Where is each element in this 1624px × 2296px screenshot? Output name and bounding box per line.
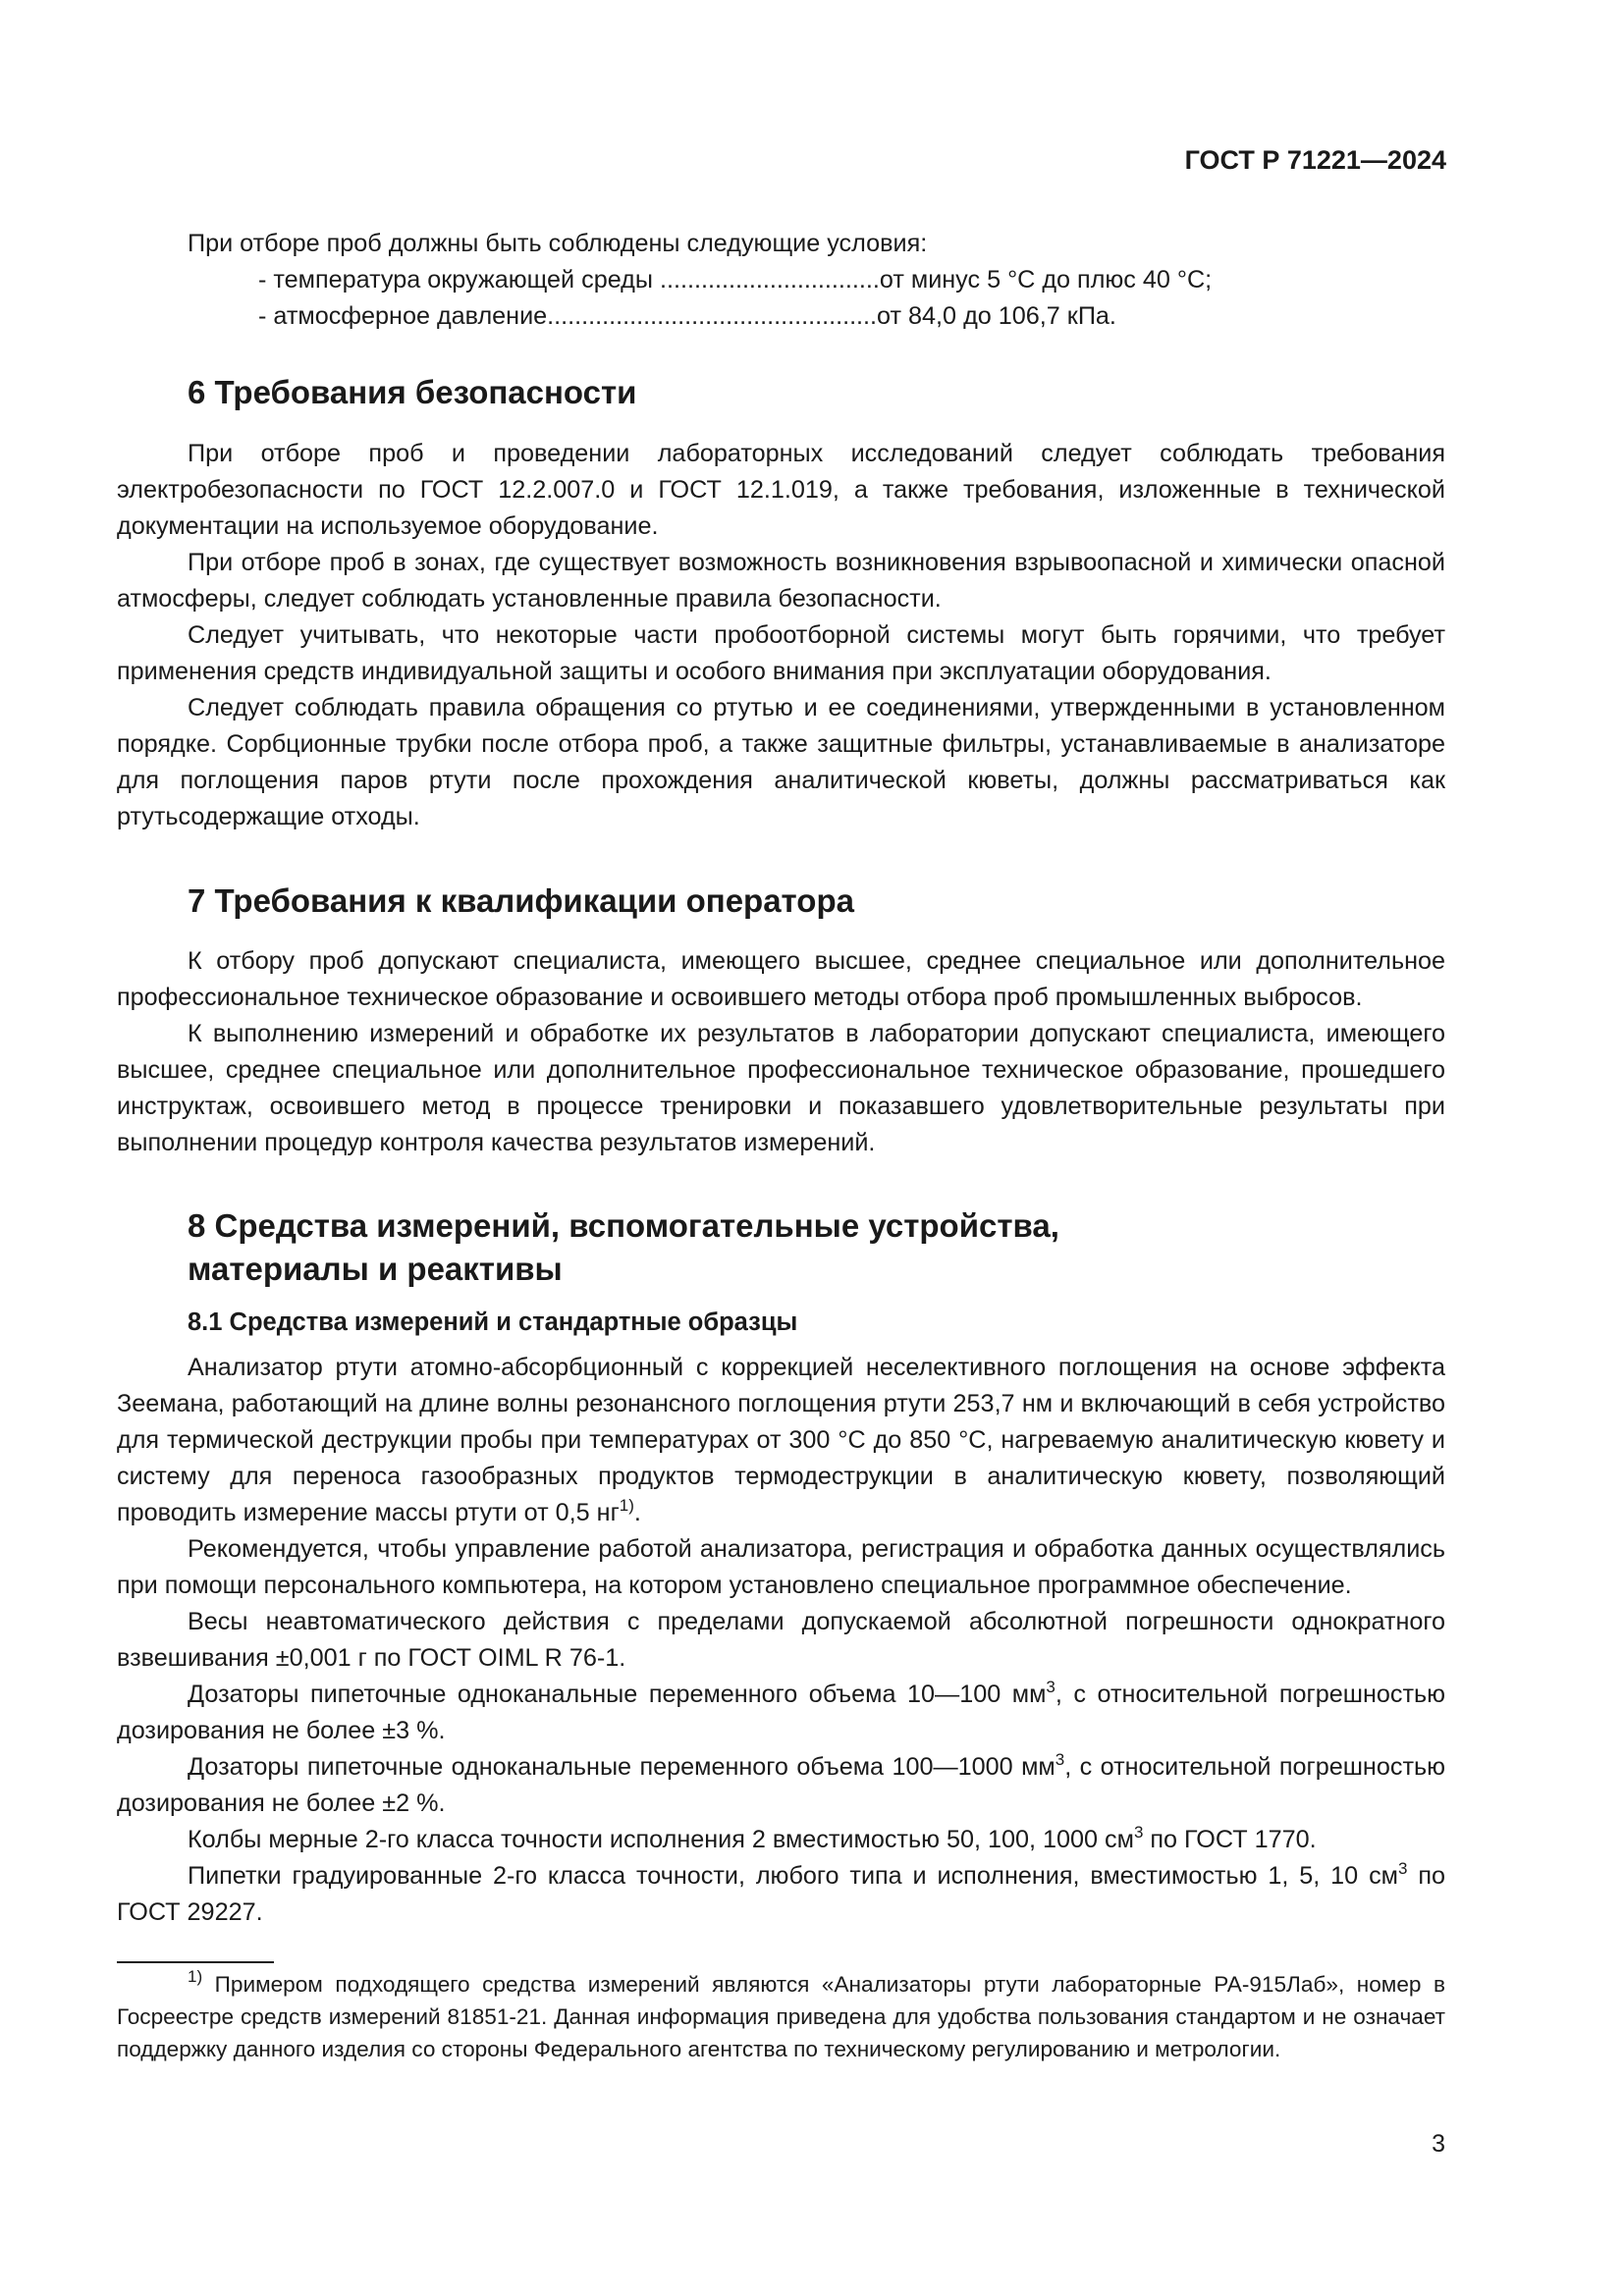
section-6-paragraph: Следует соблюдать правила обращения со ртутью и ее соединениями, утвержденными в установленном порядке. Сорбционные трубки после отбора проб, а также защитные фильтры, устанавливаемые в анализаторе для поглощения паров ртути после прохождения аналитической кюветы, должны рассматриваться как ртутьсодержащие отходы.: [117, 694, 1445, 830]
pipettes-paragraph: [117, 1858, 1445, 1931]
conditions-lead: При отборе проб должны быть соблюдены следующие условия:: [188, 230, 928, 257]
sampling-conditions: [117, 226, 1445, 335]
dispenser-10-100-text-end: , с относительной погрешностью дозирования не более ±3 %.: [117, 1681, 1446, 1744]
cube-superscript: 3: [1133, 1823, 1144, 1842]
section-6-paragraph: Следует учитывать, что некоторые части пробоотборной системы могут быть горячими, что требует применения средств индивидуальной защиты и особого внимания при эксплуатации оборудования.: [117, 621, 1445, 685]
section-6-paragraph: При отборе проб в зонах, где существует возможность возникновения взрывоопасной и химически опасной атмосферы, следует соблюдать установленные правила безопасности.: [117, 549, 1445, 613]
footnote-mark: 1): [188, 1967, 203, 1986]
cube-superscript: 3: [1055, 1750, 1065, 1769]
cube-superscript: 3: [1397, 1859, 1408, 1878]
section-8-heading-line2: материалы и реактивы: [188, 1251, 563, 1287]
flasks-text: Колбы мерные 2-го класса точности исполнения 2 вместимостью 50, 100, 1000 см: [188, 1826, 1134, 1853]
section-8-heading: [117, 1204, 1445, 1291]
section-6-paragraph: При отборе проб и проведении лабораторных исследований следует соблюдать требования электробезопасности по ГОСТ 12.2.007.0 и ГОСТ 12.1.019, а также требования, изложенные в технической документации на используемое оборудование.: [117, 440, 1445, 540]
analyzer-paragraph: [117, 1350, 1445, 1531]
scales-paragraph: Весы неавтоматического действия с пределами допускаемой абсолютной погрешности однократного взвешивания ±0,001 г по ГОСТ OIML R 76-1.: [117, 1608, 1445, 1672]
footnote-divider: [117, 1961, 274, 1963]
document-code-header: ГОСТ Р 71221—2024: [1184, 145, 1446, 175]
condition-pressure: - атмосферное давление................................................от 84,0 до 106,7 кПа.: [258, 302, 1116, 330]
computer-paragraph: Рекомендуется, чтобы управление работой анализатора, регистрация и обработка данных осуществлялись при помощи персонального компьютера, на котором установлено специальное программное обеспечение.: [117, 1535, 1445, 1599]
section-7-heading: 7 Требования к квалификации оператора: [188, 882, 854, 919]
section-6-heading: 6 Требования безопасности: [188, 374, 637, 410]
analyzer-text-end: .: [633, 1499, 641, 1526]
dispenser-100-1000-paragraph: [117, 1749, 1445, 1822]
page-number: 3: [1432, 2130, 1445, 2158]
footnote-text: [117, 1968, 1445, 2065]
section-7-paragraph: К отбору проб допускают специалиста, имеющего высшее, среднее специальное или дополнительное профессиональное техническое образование и освоившего методы отбора проб промышленных выбросов.: [117, 947, 1445, 1011]
dispenser-100-1000-text: Дозаторы пипеточные одноканальные переменного объема 100—1000 мм: [188, 1753, 1056, 1781]
subsection-8-1-heading: 8.1 Средства измерений и стандартные образцы: [188, 1308, 798, 1336]
dispenser-10-100-paragraph: [117, 1677, 1445, 1749]
section-7-paragraph: К выполнению измерений и обработке их результатов в лаборатории допускают специалиста, имеющего высшее, среднее специальное или дополнительное профессиональное техническое образование, прошедшего инструктаж, освоившего метод в процессе тренировки и показавшего удовлетворительные результаты при выполнении процедур контроля качества результатов измерений.: [117, 1020, 1445, 1156]
flasks-text-end: по ГОСТ 1770.: [1143, 1826, 1317, 1853]
flasks-paragraph: [117, 1822, 1445, 1858]
analyzer-text: Анализатор ртути атомно-абсорбционный с коррекцией неселективного поглощения на основе эффекта Зеемана, работающий на длине волны резонансного поглощения ртути 253,7 нм и включающий в себя устройство для термической деструкции пробы при температурах от 300 °С до 850 °С, нагреваемую аналитическую кювету и систему для переноса газообразных продуктов термодеструкции в аналитическую кювету, позволяющий проводить измерение массы ртути от 0,5 нг: [117, 1354, 1445, 1526]
cube-superscript: 3: [1046, 1678, 1056, 1696]
section-8-heading-line1: 8 Средства измерений, вспомогательные устройства,: [188, 1207, 1059, 1244]
dispenser-100-1000-text-end: , с относительной погрешностью дозирования не более ±2 %.: [117, 1753, 1445, 1817]
footnote-reference: 1): [619, 1496, 634, 1515]
footnote: [117, 1968, 1445, 2065]
condition-temperature: - температура окружающей среды ................................от минус 5 °С до плюс 40 °С;: [258, 266, 1213, 294]
dispenser-10-100-text: Дозаторы пипеточные одноканальные переменного объема 10—100 мм: [188, 1681, 1047, 1708]
pipettes-text: Пипетки градуированные 2-го класса точности, любого типа и исполнения, вместимостью 1, 5, 10 см: [188, 1862, 1398, 1890]
footnote-body: Примером подходящего средства измерений являются «Анализаторы ртути лабораторные РА-915Лаб», номер в Госреестре средств измерений 81851-21. Данная информация приведена для удобства пользования стандартом и не означает поддержку данного изделия со стороны Федерального агентства по техническому регулированию и метрологии.: [117, 1972, 1445, 2061]
pipettes-text-end: по ГОСТ 29227.: [117, 1862, 1445, 1926]
page-body: [117, 226, 1445, 1931]
